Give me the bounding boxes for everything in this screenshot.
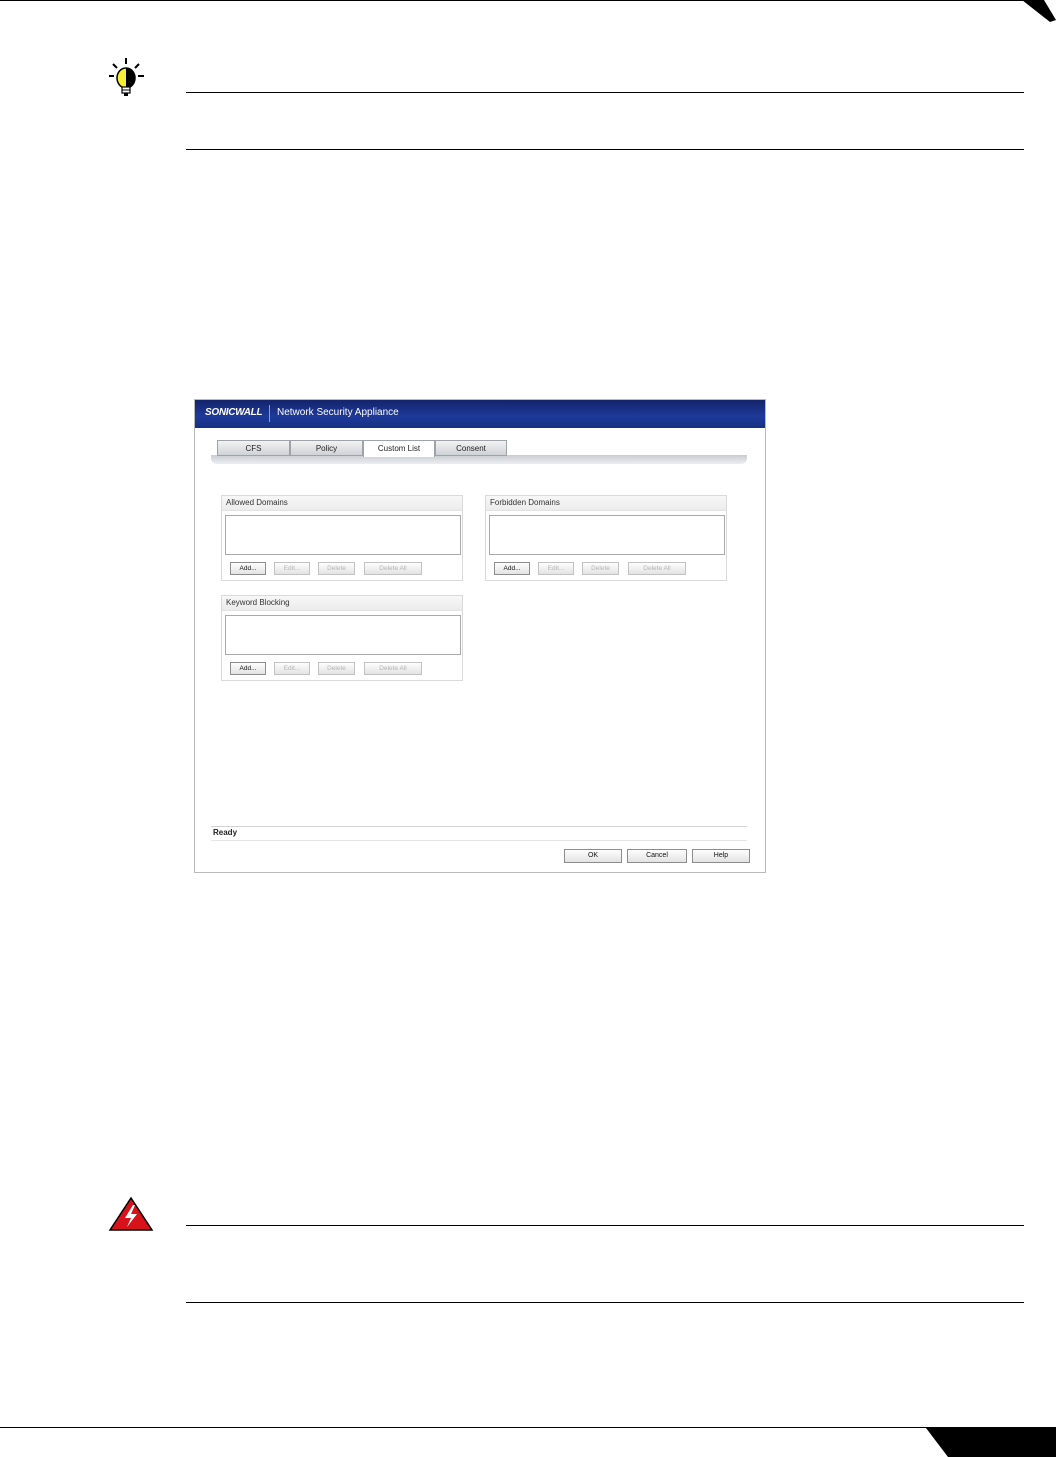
allowed-domains-title: Allowed Domains	[222, 496, 462, 511]
dialog-banner	[195, 400, 765, 428]
banner-divider	[269, 405, 270, 422]
status-text: Ready	[213, 828, 238, 837]
lightbulb-icon	[108, 57, 148, 101]
warning-lightning-icon	[108, 1196, 154, 1232]
tip-bottom-rule	[186, 149, 1024, 150]
allowed-add-button[interactable]: Add...	[230, 562, 266, 575]
keyword-add-button[interactable]: Add...	[230, 662, 266, 675]
forbidden-delete-all-button[interactable]: Delete All	[628, 562, 686, 575]
header-rule	[0, 0, 1030, 1]
allowed-edit-button[interactable]: Edit...	[274, 562, 310, 575]
allowed-domains-group	[221, 495, 463, 581]
warning-bottom-rule	[186, 1302, 1024, 1303]
ok-button[interactable]: OK	[564, 849, 622, 863]
custom-list-dialog	[194, 399, 766, 873]
tab-bar	[209, 436, 749, 466]
sonicwall-logo: SONICWALL	[205, 407, 263, 418]
allowed-delete-button[interactable]: Delete	[318, 562, 355, 575]
status-divider-lower	[211, 840, 747, 841]
dialog-app-title: Network Security Appliance	[277, 407, 399, 418]
keyword-edit-button[interactable]: Edit...	[274, 662, 310, 675]
keyword-blocking-list[interactable]	[225, 615, 461, 655]
tab-policy[interactable]: Policy	[290, 440, 363, 456]
forbidden-edit-button[interactable]: Edit...	[538, 562, 574, 575]
status-divider	[211, 826, 747, 827]
tab-custom-list[interactable]: Custom List	[363, 440, 435, 457]
keyword-delete-all-button[interactable]: Delete All	[364, 662, 422, 675]
footer-page-tab	[926, 1428, 1056, 1457]
forbidden-add-button[interactable]: Add...	[494, 562, 530, 575]
tab-cfs[interactable]: CFS	[217, 440, 290, 456]
warning-top-rule	[186, 1225, 1024, 1226]
forbidden-domains-list[interactable]	[489, 515, 725, 555]
help-button[interactable]: Help	[692, 849, 750, 863]
keyword-delete-button[interactable]: Delete	[318, 662, 355, 675]
keyword-blocking-title: Keyword Blocking	[222, 596, 462, 611]
header-corner-mark	[1016, 0, 1056, 22]
keyword-blocking-group	[221, 595, 463, 681]
forbidden-delete-button[interactable]: Delete	[582, 562, 619, 575]
tip-top-rule	[186, 92, 1024, 93]
allowed-domains-list[interactable]	[225, 515, 461, 555]
cancel-button[interactable]: Cancel	[627, 849, 687, 863]
footer-rule	[0, 1427, 1056, 1428]
tab-consent[interactable]: Consent	[435, 440, 507, 456]
allowed-delete-all-button[interactable]: Delete All	[364, 562, 422, 575]
forbidden-domains-group	[485, 495, 727, 581]
forbidden-domains-title: Forbidden Domains	[486, 496, 726, 511]
